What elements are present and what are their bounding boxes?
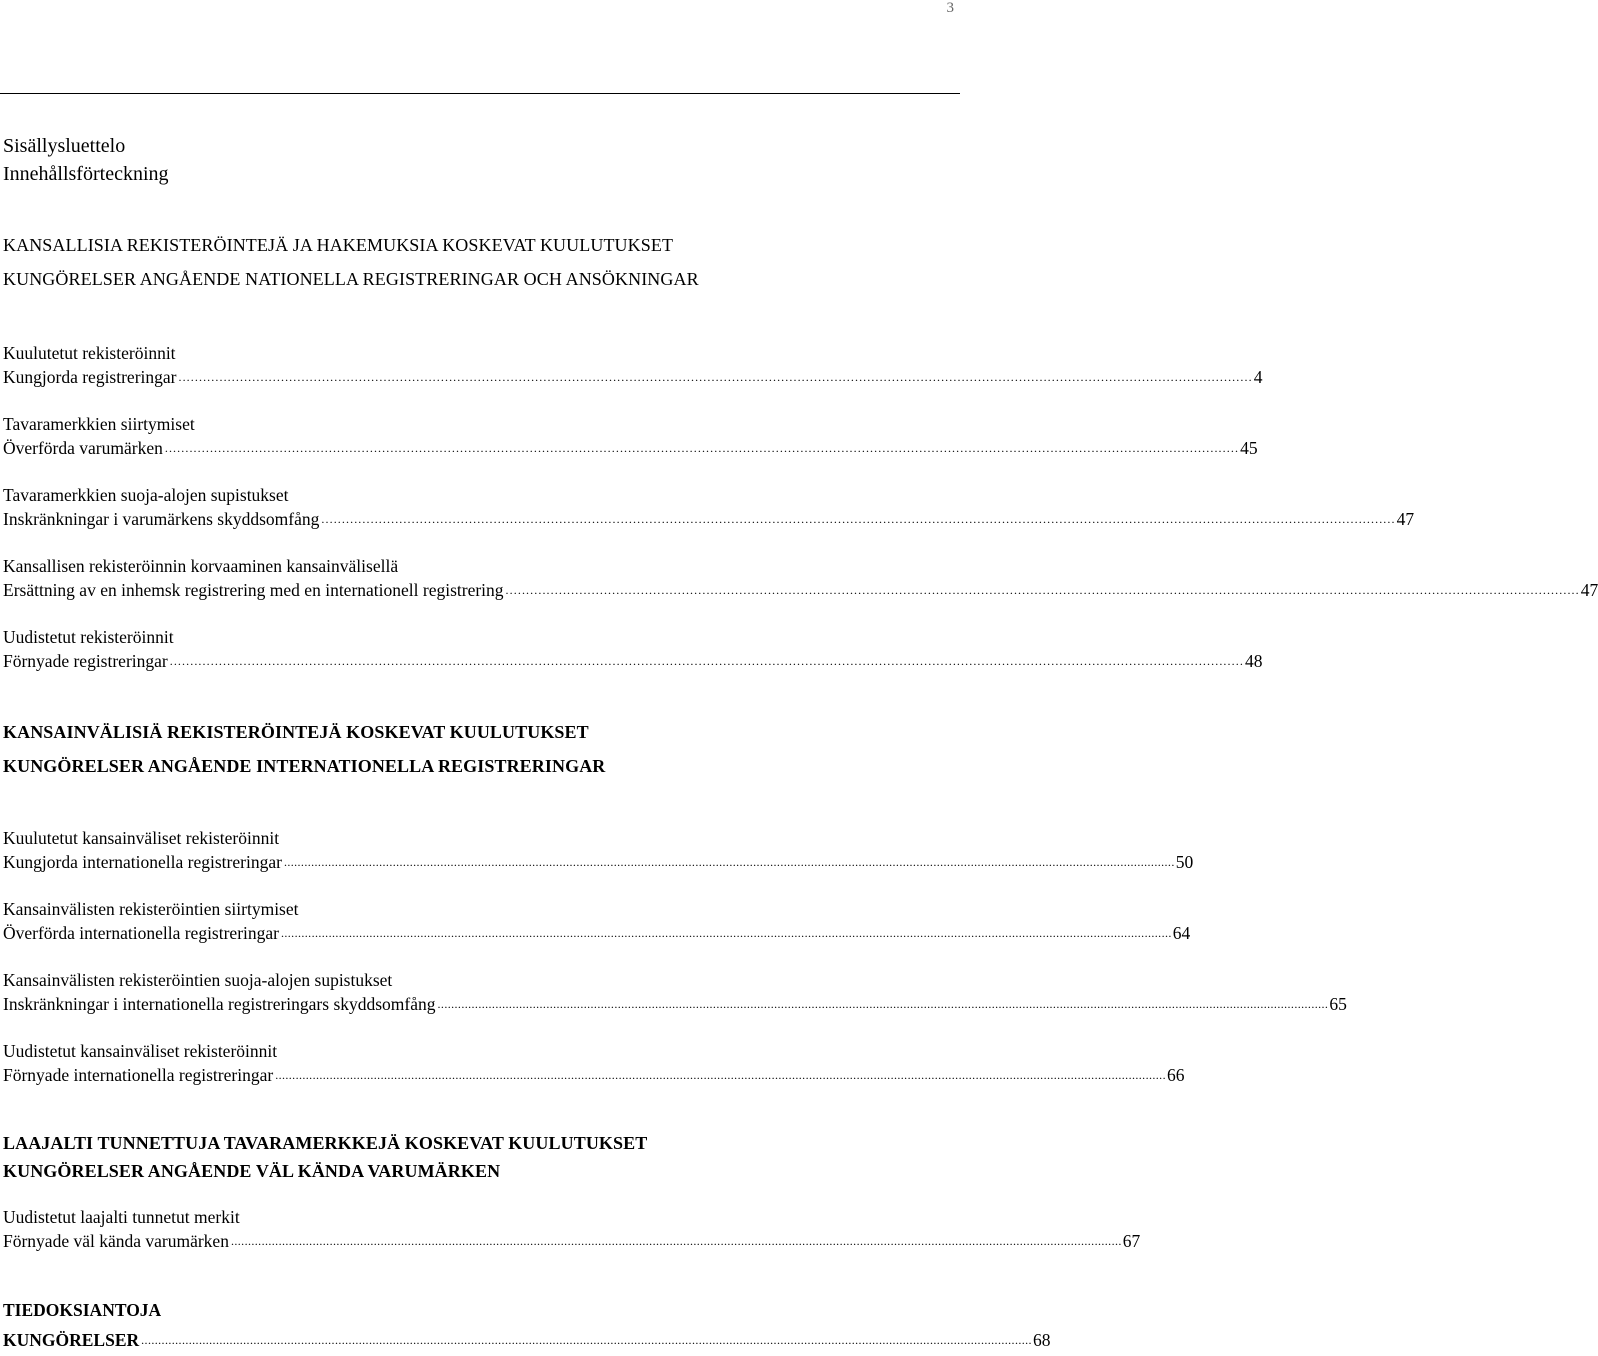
dot-leader: ......................................................................................................................................................................................................................................................................	[437, 997, 1329, 1011]
toc-entry-sv	[3, 850, 1194, 874]
toc-entry-sv	[3, 921, 1191, 945]
toc-entry-sv	[3, 1063, 1185, 1087]
toc-entry-sv	[3, 365, 1263, 389]
toc-entry-page: 4	[1253, 367, 1263, 387]
toc-entry[interactable]	[3, 897, 1191, 945]
toc-entry-page: 45	[1240, 438, 1258, 458]
toc-entry-page: 67	[1122, 1231, 1141, 1251]
toc-entry-sv-label: Förnyade registreringar	[3, 651, 168, 671]
section-heading-sv: KUNGÖRELSER ANGÅENDE NATIONELLA REGISTRERINGAR OCH ANSÖKNINGAR	[3, 269, 699, 289]
toc-entry-page: 68	[1032, 1330, 1051, 1350]
dot-leader: ......................................................................................................................................................................................................................................................................	[283, 855, 1175, 869]
toc-entry-page: 66	[1167, 1065, 1185, 1085]
toc-entry-fi: Tavaramerkkien suoja-alojen supistukset	[3, 485, 289, 505]
toc-entry-sv	[3, 1328, 1051, 1352]
toc-entry-sv-label: Ersättning av en inhemsk registrering med en internationell registrering	[3, 580, 504, 600]
toc-entry-fi: Kansainvälisten rekisteröintien siirtymiset	[3, 899, 299, 919]
section-heading-fi: KANSAINVÄLISIÄ REKISTERÖINTEJÄ KOSKEVAT KUULUTUKSET	[3, 722, 589, 742]
page-number: 3	[946, 0, 954, 16]
toc-entry-fi: Kuulutetut kansainväliset rekisteröinnit	[3, 828, 280, 848]
toc-entry-sv-label: Förnyade väl kända varumärken	[3, 1231, 229, 1251]
toc-entry-page: 47	[1396, 509, 1415, 529]
section-heading-national	[3, 228, 954, 296]
section-heading-fi: LAAJALTI TUNNETTUJA TAVARAMERKKEJÄ KOSKEVAT KUULUTUKSET	[3, 1133, 648, 1153]
toc-entry[interactable]	[3, 412, 1258, 460]
toc-entry-sv-label: Förnyade internationella registreringar	[3, 1065, 274, 1085]
toc-entry[interactable]	[3, 1039, 1185, 1087]
toc-entry-sv-label: Överförda varumärken	[3, 438, 163, 458]
dot-leader: ......................................................................................................................................................................................................................................................................	[178, 370, 1253, 384]
toc-entry-page: 64	[1172, 923, 1191, 943]
toc-entry-sv	[3, 992, 1347, 1016]
header-rule	[0, 93, 960, 94]
dot-leader: ......................................................................................................................................................................................................................................................................	[505, 583, 1580, 597]
toc-entry-sv-label: Inskränkningar i varumärkens skyddsomfång	[3, 509, 320, 529]
toc-entry-fi: Uudistetut laajalti tunnetut merkit	[3, 1207, 240, 1227]
section-heading-well-known	[3, 1129, 954, 1185]
toc-entry-sv	[3, 1229, 1141, 1253]
toc-entry[interactable]	[3, 483, 1415, 531]
toc-entry[interactable]	[3, 554, 1598, 602]
toc-entry-page: 48	[1244, 651, 1263, 671]
dot-leader: ......................................................................................................................................................................................................................................................................	[280, 926, 1172, 940]
section-heading-notices[interactable]	[3, 1298, 1051, 1352]
dot-leader: ......................................................................................................................................................................................................................................................................	[321, 512, 1396, 526]
dot-leader: ......................................................................................................................................................................................................................................................................	[164, 441, 1240, 455]
toc-entry[interactable]	[3, 625, 1263, 673]
toc-entry-sv-label: Inskränkningar i internationella registreringars skyddsomfång	[3, 994, 436, 1014]
toc-entry-sv-label: Överförda internationella registreringar	[3, 923, 279, 943]
section-heading-fi: TIEDOKSIANTOJA	[3, 1300, 162, 1320]
toc-entry-sv	[3, 507, 1415, 531]
toc-entry-fi: Uudistetut kansainväliset rekisteröinnit	[3, 1041, 278, 1061]
dot-leader: ......................................................................................................................................................................................................................................................................	[169, 654, 1244, 668]
toc-entry[interactable]	[3, 968, 1347, 1016]
toc-title-fi: Sisällysluettelo	[3, 135, 126, 157]
toc-entry-sv	[3, 649, 1263, 673]
dot-leader: ......................................................................................................................................................................................................................................................................	[230, 1234, 1122, 1248]
toc-entry-page: 50	[1175, 852, 1194, 872]
toc-entry-sv	[3, 436, 1258, 460]
section-heading-sv: KUNGÖRELSER	[3, 1330, 140, 1350]
dot-leader: ......................................................................................................................................................................................................................................................................	[141, 1333, 1032, 1347]
toc-entry[interactable]	[3, 341, 1263, 389]
toc-entry-fi: Uudistetut rekisteröinnit	[3, 627, 174, 647]
toc-entry-sv-label: Kungjorda registreringar	[3, 367, 177, 387]
toc-entry-fi: Tavaramerkkien siirtymiset	[3, 414, 195, 434]
toc-entry-page: 65	[1329, 994, 1347, 1014]
dot-leader: ......................................................................................................................................................................................................................................................................	[275, 1068, 1166, 1082]
toc-title	[3, 132, 169, 188]
toc-entry[interactable]	[3, 826, 1194, 874]
section-heading-international	[3, 715, 954, 783]
toc-entry-page: 47	[1580, 580, 1598, 600]
section-heading-sv: KUNGÖRELSER ANGÅENDE INTERNATIONELLA REGISTRERINGAR	[3, 756, 606, 776]
toc-entry-fi: Kuulutetut rekisteröinnit	[3, 343, 176, 363]
section-heading-fi: KANSALLISIA REKISTERÖINTEJÄ JA HAKEMUKSIA KOSKEVAT KUULUTUKSET	[3, 235, 674, 255]
toc-entry-fi: Kansainvälisten rekisteröintien suoja-alojen supistukset	[3, 970, 393, 990]
toc-entry-fi: Kansallisen rekisteröinnin korvaaminen kansainvälisellä	[3, 556, 399, 576]
toc-entry[interactable]	[3, 1205, 1141, 1253]
toc-entry-sv	[3, 578, 1598, 602]
toc-title-sv: Innehållsförteckning	[3, 163, 169, 185]
toc-entry-sv-label: Kungjorda internationella registreringar	[3, 852, 282, 872]
section-heading-sv: KUNGÖRELSER ANGÅENDE VÄL KÄNDA VARUMÄRKEN	[3, 1161, 501, 1181]
